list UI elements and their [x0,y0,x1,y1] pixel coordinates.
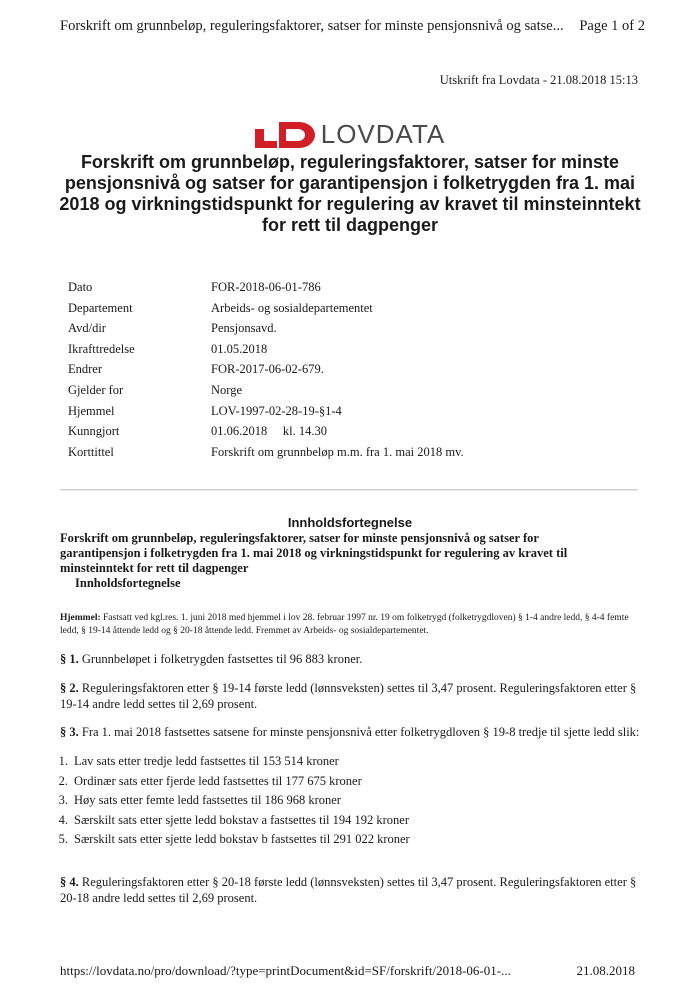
metadata-row [68,342,464,363]
list-item-number: 1. [58,754,68,768]
section-4-number: § 4. [60,875,79,889]
list-item-number: 4. [58,812,68,827]
list-item-number: 5. [58,832,68,846]
list-item-text: Ordinær sats etter fjerde ledd fastsettes til 177 675 kroner [74,773,362,788]
list-item [52,812,410,832]
list-item-text: Høy sats etter femte ledd fastsettes til 186 968 kroner [74,793,341,807]
metadata-value: Forskrift om grunnbeløp m.m. fra 1. mai 2018 mv. [211,444,464,459]
section-divider [60,489,638,491]
metadata-key: Ikrafttredelse [68,341,135,356]
section-1-number: § 1. [60,652,79,666]
section-2 [60,680,645,712]
metadata-value: Norge [211,382,243,397]
printed-from-note: Utskrift fra Lovdata - 21.08.2018 15:13 [439,73,638,87]
toc-heading: Innholdsfortegnelse [287,515,413,530]
metadata-row [68,280,464,301]
list-item-number: 2. [58,773,68,788]
metadata-row [68,404,464,425]
list-item [52,753,410,773]
lovdata-logo-icon [255,122,315,148]
metadata-value: 01.05.2018 [211,341,268,356]
section-4 [60,874,645,906]
footer-date: 21.08.2018 [576,963,635,978]
section-1-text: Grunnbeløpet i folketrygden fastsettes til 96 883 kroner. [78,652,363,666]
metadata-value: LOV-1997-02-28-19-§1-4 [211,403,342,418]
logo-text: LOVDATA [320,119,446,149]
metadata-key: Avd/dir [68,321,106,336]
list-item-text: Særskilt sats etter sjette ledd bokstav a fastsettes til 194 192 kroner [74,812,410,827]
metadata-row [68,362,464,383]
metadata-key: Korttittel [68,444,114,459]
list-item [52,831,410,851]
metadata-value: Arbeids- og sosialdepartementet [211,300,373,315]
section-2-number: § 2. [60,681,79,695]
metadata-key: Endrer [68,362,103,377]
footer-url: https://lovdata.no/pro/download/?type=printDocument&id=SF/forskrift/2018-06-01-... [60,963,511,978]
document-title: Forskrift om grunnbeløp, reguleringsfaktorer, satser for minste pensjonsnivå og satser for garantipensjon i folketrygden fra 1. mai 2018 og virkningstidspunkt for regulering av kravet til minsteinntekt for rett til dagpenger [59,152,641,235]
metadata-row [68,321,464,342]
section-4-text: Reguleringsfaktoren etter § 20-18 første ledd (lønnsveksten) settes til 3,47 prosent. Reguleringsfaktoren etter § 20-18 andre ledd settes til 2,69 prosent. [60,875,637,905]
metadata-value: Pensjonsavd. [211,321,277,336]
header-page-number: Page 1 of 2 [579,18,645,34]
lovdata-logo [0,119,700,150]
metadata-value: 01.06.2018 kl. 14.30 [211,424,327,439]
metadata-row [68,424,464,445]
hjemmel-note [60,612,645,638]
list-item-text: Særskilt sats etter sjette ledd bokstav b fastsettes til 291 022 kroner [74,832,410,846]
header-title: Forskrift om grunnbeløp, reguleringsfaktorer, satser for minste pensjonsnivå og satse... [60,18,564,34]
metadata-table [68,280,464,465]
toc-link-title[interactable]: Forskrift om grunnbeløp, reguleringsfaktorer, satser for minste pensjonsnivå og satser for garantipensjon i folketrygden fra 1. mai 2018 og virkningstidspunkt for regulering av kravet til minsteinntekt for rett til dagpenger [60,531,568,575]
metadata-key: Departement [68,300,133,315]
section-3 [60,724,645,740]
hjemmel-label: Hjemmel: [60,613,101,623]
list-item [52,773,410,793]
section-3-list [52,753,410,851]
toc-link-innholdsfortegnelse[interactable]: Innholdsfortegnelse [75,576,181,590]
hjemmel-text: Fastsatt ved kgl.res. 1. juni 2018 med hjemmel i lov 28. februar 1997 nr. 19 om folketrygd (folketrygdloven) § 1-4 andre ledd, § 4-4 femte ledd, § 19-14 åttende ledd og § 20-18 åttende ledd. Fremmet av Arbeids- og sosialdepartementet. [60,613,629,636]
list-item-text: Lav sats etter tredje ledd fastsettes til 153 514 kroner [74,754,339,768]
metadata-key: Gjelder for [68,382,124,397]
metadata-key: Dato [68,280,93,294]
list-item [52,792,410,812]
metadata-row [68,383,464,404]
metadata-key: Kunngjort [68,424,120,439]
list-item-number: 3. [58,793,68,807]
metadata-value: FOR-2017-06-02-679. [211,362,324,377]
section-3-text: Fra 1. mai 2018 fastsettes satsene for minste pensjonsnivå etter folketrygdloven § 19-8 tredje til sjette ledd slik: [78,725,640,739]
browser-print-header [60,18,645,35]
section-2-text: Reguleringsfaktoren etter § 19-14 første ledd (lønnsveksten) settes til 3,47 prosent. Reguleringsfaktoren etter § 19-14 andre ledd settes til 2,69 prosent. [60,681,637,711]
metadata-value: FOR-2018-06-01-786 [211,280,321,294]
section-1 [60,651,645,667]
metadata-row [68,301,464,322]
browser-print-footer [60,963,635,979]
metadata-key: Hjemmel [68,403,115,418]
section-3-number: § 3. [60,725,79,739]
metadata-row [68,445,464,466]
